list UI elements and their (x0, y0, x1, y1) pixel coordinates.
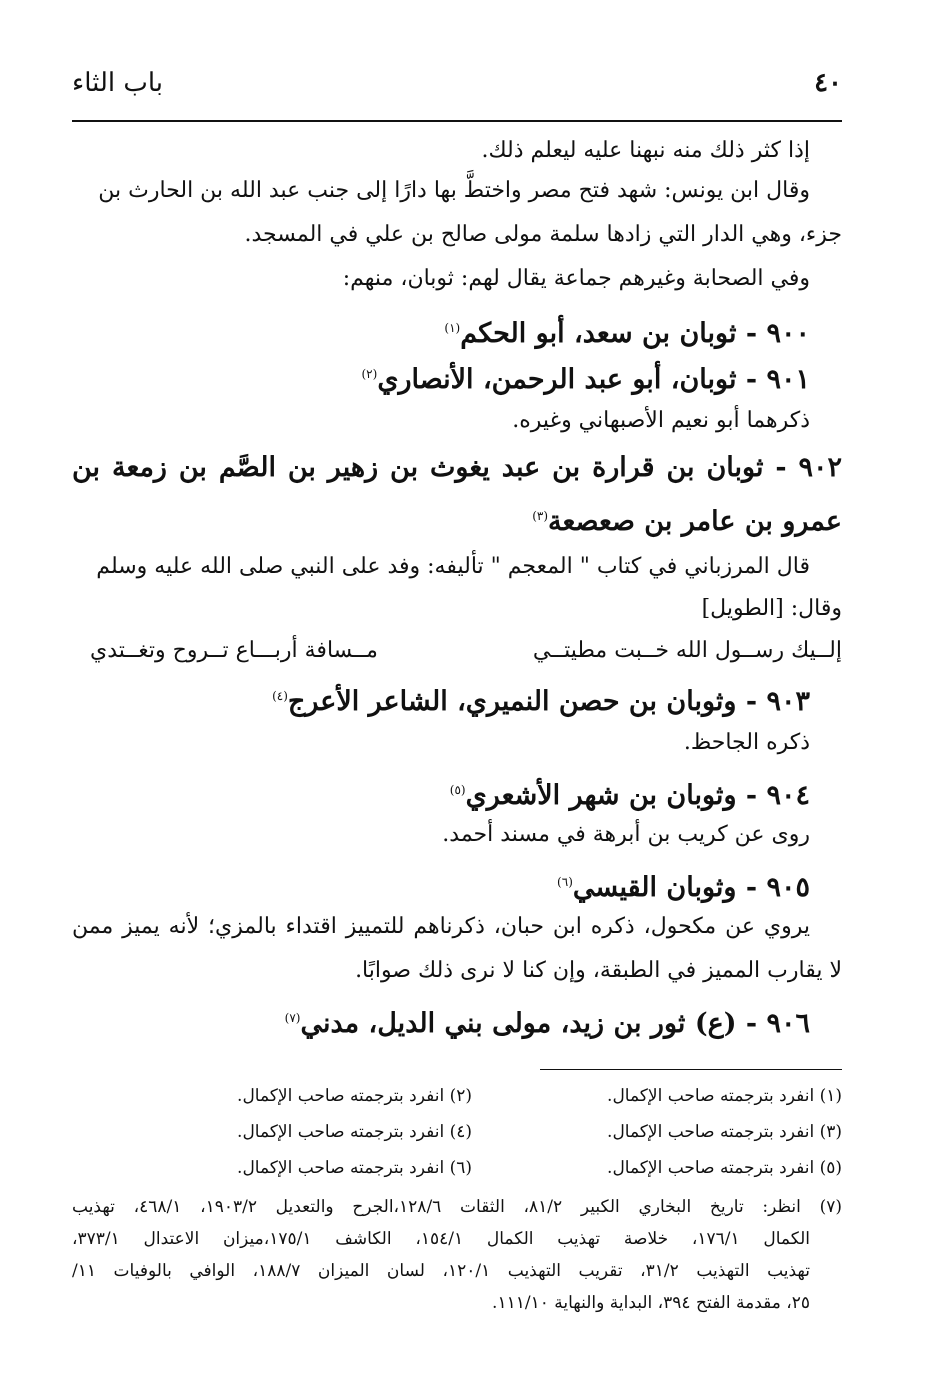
footnote-marker: (٤) (272, 689, 288, 703)
poetry-verse (72, 638, 842, 668)
verse-first-hemistich: إلــيك رســول الله خــبت مطيتــي (532, 638, 842, 663)
footnote-marker: (٢) (361, 367, 378, 381)
entry-heading-901 (72, 356, 810, 398)
page-number: ٤٠ (814, 68, 842, 98)
body-line: لا يقارب المميز في الطبقة، وإن كنا لا نرى ذلك صوابًا. (355, 958, 842, 983)
footnote-divider (540, 1069, 842, 1070)
footnote-7-line: (٧) انظر: تاريخ البخاري الكبير ٨١/٢، الثقات ١٢٨/٦،الجرح والتعديل ١٩٠٣/٢، ٤٦٨/١، تهذيب (72, 1197, 843, 1217)
footnote-marker: (٧) (284, 1011, 301, 1025)
entry-heading-904 (72, 772, 810, 814)
entry-heading-902: ٩٠٢ - ثوبان بن قرارة بن عبد يغوث بن زهير بن الصَّم بن زمعة بن (72, 452, 842, 483)
footnote-marker: (١) (444, 321, 461, 335)
entry-text: ٩٠٤ - وثوبان بن شهر الأشعري (465, 780, 810, 811)
footnote-marker: (٣) (532, 509, 549, 523)
footnote-3: (٣) انفرد بترجمته صاحب الإكمال. (607, 1122, 842, 1142)
entry-heading-902-cont (72, 498, 842, 540)
body-line: وقال ابن يونس: شهد فتح مصر واختطَّ بها دارًا إلى جنب عبد الله بن الحارث بن (98, 178, 810, 203)
footnote-7-line: تهذيب التهذيب ٣١/٢، تقريب التهذيب ١٢٠/١، لسان الميزان ١٨٨/٧، الوافي بالوفيات ١١/ (72, 1261, 811, 1281)
footnote-5: (٥) انفرد بترجمته صاحب الإكمال. (607, 1158, 842, 1178)
body-line: وفي الصحابة وغيرهم جماعة يقال لهم: ثوبان، منهم: (342, 266, 810, 291)
page-header (72, 68, 842, 108)
body-line: يروي عن مكحول، ذكره ابن حبان، ذكرناهم للتمييز اقتداء بالمزي؛ لأنه يميز ممن (72, 914, 810, 939)
entry-text: ٩٠٠ - ثوبان بن سعد، أبو الحكم (460, 318, 810, 349)
entry-heading-903 (72, 678, 810, 720)
body-line: وقال: [الطويل] (701, 596, 842, 621)
footnote-marker: (٥) (449, 783, 466, 797)
body-line: إذا كثر ذلك منه نبهنا عليه ليعلم ذلك. (481, 138, 810, 163)
body-line: روى عن كريب بن أبرهة في مسند أحمد. (442, 822, 810, 847)
chapter-title: باب الثاء (72, 68, 164, 98)
footnote-7-line: الكمال ١٧٦/١، خلاصة تهذيب الكمال ١٥٤/١، الكاشف ١٧٥/١،ميزان الاعتدال ٣٧٣/١، (72, 1229, 811, 1249)
footnote-1: (١) انفرد بترجمته صاحب الإكمال. (607, 1086, 842, 1106)
entry-text: عمرو بن عامر بن صعصعة (548, 506, 842, 537)
footnote-4: (٤) انفرد بترجمته صاحب الإكمال. (237, 1122, 472, 1142)
body-line: قال المرزباني في كتاب " المعجم " تأليفه: وفد على النبي صلى الله عليه وسلم (96, 554, 810, 579)
entry-text: ٩٠٣ - وثوبان بن حصن النميري، الشاعر الأعرج (287, 686, 810, 717)
entry-text: ٩٠٦ - (ع) ثور بن زيد، مولى بني الديل، مدني (300, 1008, 810, 1039)
entry-text: ٩٠٥ - وثوبان القيسي (572, 872, 810, 903)
footnote-6: (٦) انفرد بترجمته صاحب الإكمال. (237, 1158, 472, 1178)
verse-second-hemistich: مــسافة أربـــاع تــروح وتغــتدي (90, 638, 378, 663)
body-line: ذكرهما أبو نعيم الأصبهاني وغيره. (512, 408, 810, 433)
body-line: ذكره الجاحظ. (683, 730, 810, 755)
entry-heading-900 (72, 310, 810, 352)
footnote-marker: (٦) (557, 875, 573, 889)
entry-heading-905 (72, 864, 810, 906)
entry-heading-906 (72, 1000, 810, 1042)
entry-text: ٩٠١ - ثوبان، أبو عبد الرحمن، الأنصاري (377, 364, 810, 395)
footnote-7-line: ٢٥، مقدمة الفتح ٣٩٤، البداية والنهاية ١١١/١٠. (492, 1293, 810, 1313)
footnote-2: (٢) انفرد بترجمته صاحب الإكمال. (237, 1086, 472, 1106)
body-line: جزء، وهي الدار التي زادها سلمة مولى صالح بن علي في المسجد. (244, 222, 842, 247)
header-divider (72, 120, 842, 122)
